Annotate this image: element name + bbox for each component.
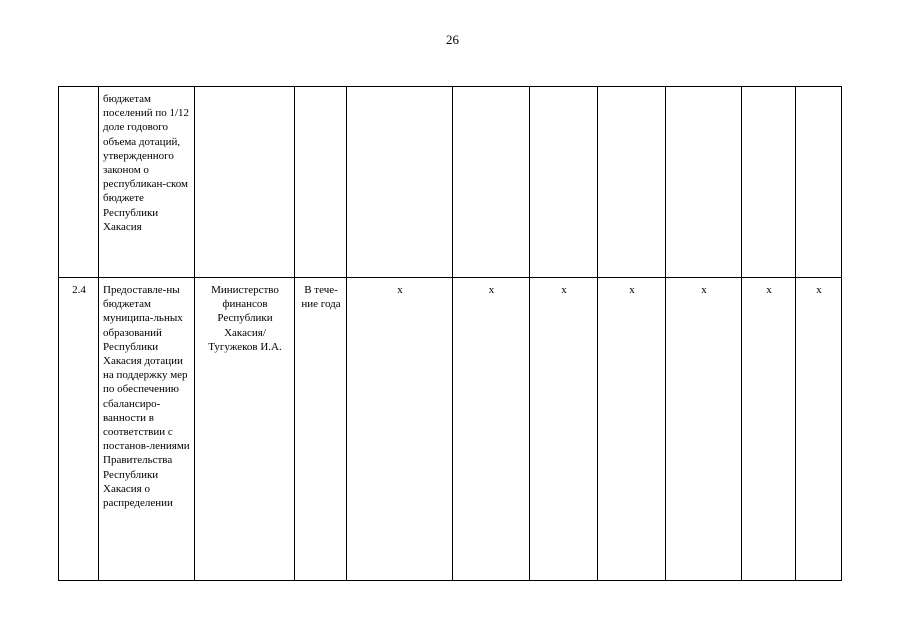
value-cell: х: [742, 278, 796, 581]
value-cell: [742, 87, 796, 278]
period-cell: В тече-ние года: [295, 278, 347, 581]
period-cell: [295, 87, 347, 278]
value-cell: х: [598, 278, 666, 581]
value-cell: [598, 87, 666, 278]
row-number-cell: 2.4: [59, 278, 99, 581]
executor-cell: Министерство финансов Республики Хакасия/ Тугужеков И.А.: [195, 278, 295, 581]
description-cell: Предоставле-ны бюджетам муниципа-льных образований Республики Хакасия дотации на поддержку мер по обеспечению сбалансиро-ванности в соответствии с постанов-лениями Правительства Республики Хакасия о распределении: [99, 278, 195, 581]
value-cell: х: [453, 278, 530, 581]
value-cell: х: [666, 278, 742, 581]
table-row: [59, 87, 842, 278]
value-cell: [796, 87, 842, 278]
value-cell: х: [796, 278, 842, 581]
executor-cell: [195, 87, 295, 278]
page-number: 26: [446, 32, 459, 47]
value-cell: [666, 87, 742, 278]
value-cell: [530, 87, 598, 278]
value-cell: [347, 87, 453, 278]
row-number-cell: [59, 87, 99, 278]
value-cell: [453, 87, 530, 278]
plan-table: [58, 86, 842, 581]
value-cell: х: [347, 278, 453, 581]
table-row: [59, 278, 842, 581]
description-cell: бюджетам поселений по 1/12 доле годового объема дотаций, утвержденного законом о республикан-ском бюджете Республики Хакасия: [99, 87, 195, 278]
value-cell: х: [530, 278, 598, 581]
